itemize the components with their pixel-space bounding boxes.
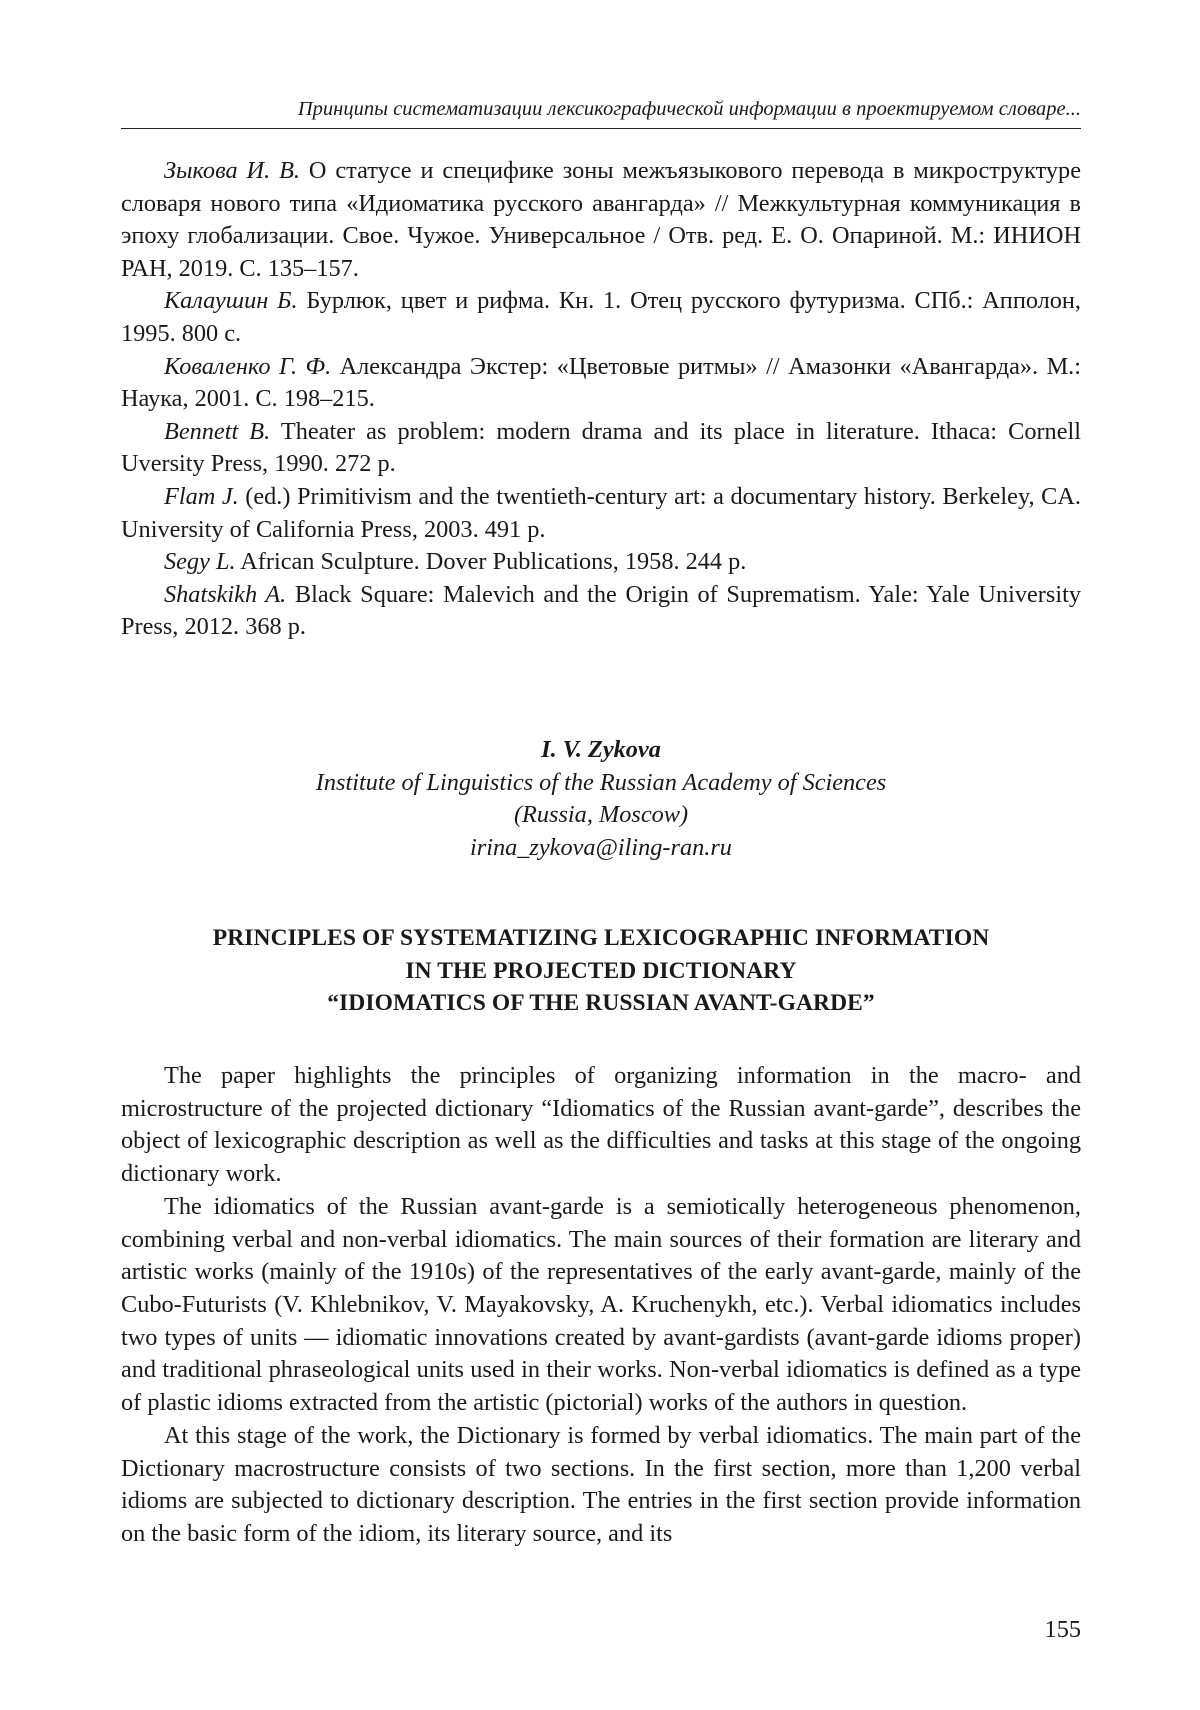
abstract bbox=[121, 1060, 1081, 1551]
abstract-paragraph: The idiomatics of the Russian avant-garde is a semiotically heterogeneous phenomenon, combining verbal and non-verbal idiomatics. The main sources of their formation are literary and artistic works (mainly of the 1910s) of the representatives of the early avant-garde, mainly of the Cubo-Futurists (V. Khlebnikov, V. Mayakovsky, A. Kruchenykh, etc.). Verbal idiomatics includes two types of units — idiomatic innovations created by avant-gardists (avant-garde idioms proper) and traditional phraseological units used in their works. Non-verbal idiomatics is defined as a type of plastic idioms extracted from the artistic (pictorial) works of the authors in question. bbox=[121, 1192, 1081, 1417]
reference-item bbox=[121, 416, 1081, 481]
title-line: IN THE PROJECTED DICTIONARY bbox=[405, 957, 797, 984]
reference-item bbox=[121, 155, 1081, 285]
reference-text: Александра Экстер: «Цветовые ритмы» // Амазонки «Авангарда». М.: Наука, 2001. С. 198–215. bbox=[121, 352, 1082, 413]
running-header: Принципы систематизации лексикографической информации в проектируемом словаре... bbox=[121, 92, 1081, 129]
author-block bbox=[121, 734, 1081, 864]
title-line: PRINCIPLES OF SYSTEMATIZING LEXICOGRAPHIC INFORMATION bbox=[212, 925, 990, 952]
reference-author: Калаушин Б. bbox=[164, 287, 298, 315]
reference-text: African Sculpture. Dover Publications, 1958. 244 p. bbox=[235, 548, 747, 576]
page bbox=[121, 92, 1081, 1652]
abstract-paragraph: The paper highlights the principles of organizing information in the macro- and microstructure of the projected dictionary “Idiomatics of the Russian avant-garde”, describes the object of lexicographic description as well as the difficulties and tasks at this stage of the ongoing dictionary work. bbox=[121, 1062, 1081, 1188]
reference-author: Зыкова И. В. bbox=[164, 157, 300, 184]
reference-list bbox=[121, 155, 1081, 644]
reference-text: Theater as problem: modern drama and its place in literature. Ithaca: Cornell Uversity Press, 1990. 272 p. bbox=[121, 417, 1081, 478]
author-email: irina_zykova@iling-ran.ru bbox=[470, 833, 732, 861]
reference-author: Коваленко Г. Ф. bbox=[164, 352, 332, 380]
article-title bbox=[121, 922, 1081, 1020]
reference-item bbox=[121, 285, 1081, 350]
page-number: 155 bbox=[1044, 1616, 1081, 1643]
reference-item bbox=[121, 579, 1081, 644]
reference-text: Бурлюк, цвет и рифма. Кн. 1. Отец русского футуризма. СПб.: Апполон, 1995. 800 с. bbox=[121, 287, 1081, 347]
reference-text: Black Square: Malevich and the Origin of Suprematism. Yale: Yale University Press, 2012. 368 p. bbox=[121, 580, 1081, 641]
author-location: (Russia, Moscow) bbox=[513, 801, 689, 829]
reference-item bbox=[121, 546, 1081, 579]
reference-author: Flam J. bbox=[164, 482, 239, 510]
reference-author: Shatskikh A. bbox=[164, 580, 287, 608]
reference-item bbox=[121, 481, 1081, 546]
reference-text: О статусе и специфике зоны межъязыкового перевода в микроструктуре словаря нового типа «Идиоматика русского авангарда» // Межкультурная коммуникация в эпоху глобализации. Свое. Чужое. Универсальное / Отв. ред. Е. О. Опариной. М.: ИНИОН РАН, 2019. С. 135–157. bbox=[121, 157, 1081, 282]
reference-text: (ed.) Primitivism and the twentieth-century art: a documentary history. Berkeley, CA. University of California Press, 2003. 491 p. bbox=[121, 482, 1081, 543]
author-institution: Institute of Linguistics of the Russian Academy of Sciences bbox=[315, 768, 887, 796]
reference-author: Segy L. bbox=[164, 548, 236, 576]
title-line: “IDIOMATICS OF THE RUSSIAN AVANT-GARDE” bbox=[327, 990, 875, 1017]
abstract-paragraph: At this stage of the work, the Dictionary is formed by verbal idiomatics. The main part of the Dictionary macrostructure consists of two sections. In the first section, more than 1,200 verbal idioms are subjected to dictionary description. The entries in the first section provide information on the basic form of the idiom, its literary source, and its bbox=[121, 1421, 1081, 1547]
author-name: I. V. Zykova bbox=[541, 735, 661, 763]
reference-author: Bennett B. bbox=[164, 417, 271, 445]
reference-item bbox=[121, 351, 1081, 416]
